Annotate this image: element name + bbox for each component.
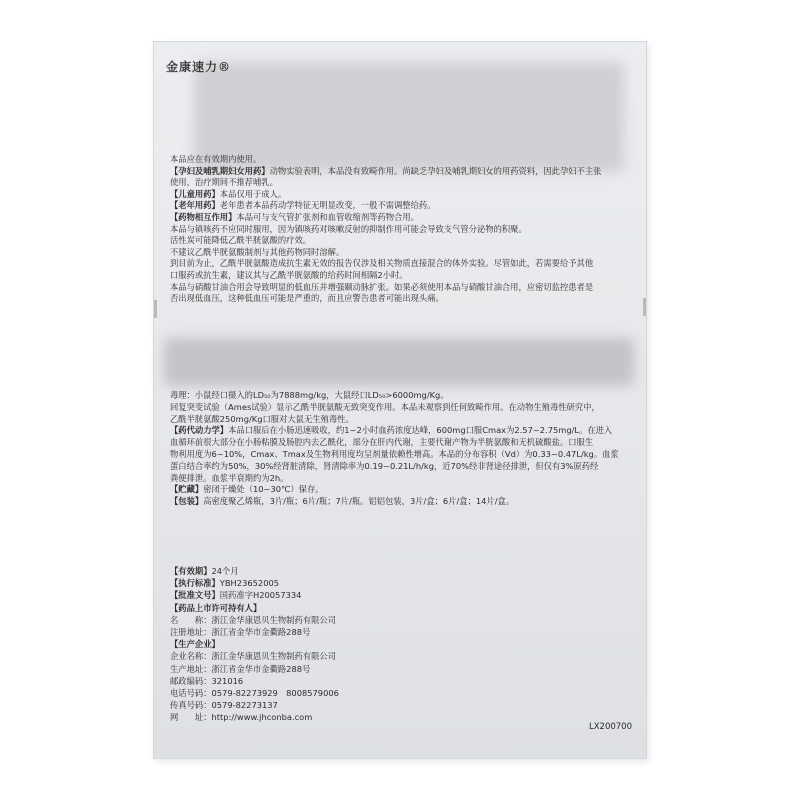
info-value: 浙江省金华市金衢路288号	[211, 627, 311, 638]
company-info-block	[170, 565, 635, 724]
line-text: 到目前为止，乙酰半胱氨酸造成抗生素无效的报告仅涉及相关物质直接混合的体外实验。尽管如此，若需要给予其他	[170, 258, 594, 269]
info-value: 国药准字H20057334	[219, 590, 302, 601]
text-line	[170, 461, 635, 473]
info-value: 浙江金华康恩贝生物制药有限公司	[211, 651, 336, 662]
info-label: 邮政编码：	[170, 675, 212, 686]
text-line	[170, 235, 635, 247]
info-value: 浙江省金华市金衢路288号	[211, 663, 311, 674]
line-text: 不建议乙酰半胱氨酸制剂与其他药物同时溶解。	[170, 246, 345, 257]
section-tag: 【贮藏】	[170, 484, 204, 495]
leaflet-sheet	[154, 42, 646, 758]
section-tag: 【药代动力学】	[170, 425, 229, 436]
section-tag: 【儿童用药】	[170, 188, 220, 199]
line-text: 本品仅用于成人。	[219, 188, 287, 199]
info-row	[170, 699, 635, 711]
text-line	[170, 390, 635, 402]
text-line	[170, 224, 635, 236]
line-text: 密闭干燥处（10~30℃）保存。	[203, 484, 324, 495]
info-value: 321016	[211, 675, 244, 686]
info-value: 0579-82273137	[211, 700, 278, 711]
info-row	[170, 577, 635, 589]
text-line	[170, 449, 635, 461]
text-line	[170, 282, 635, 294]
info-label: 【批准文号】	[170, 590, 220, 601]
info-label: 【药品上市许可持有人】	[170, 602, 262, 613]
info-label: 企业名称：	[170, 651, 212, 662]
line-text: 本品与镇咳药不应同时服用，因为镇咳药对咳嗽反射的抑制作用可能会导致支气管分泌物的积聚。	[170, 223, 527, 234]
blurred-middle-region	[164, 338, 634, 386]
binder-tab-left	[154, 300, 157, 318]
info-row	[170, 626, 635, 638]
info-label: 电话号码：	[170, 688, 212, 699]
section-tag: 【老年用药】	[170, 200, 220, 211]
text-line	[170, 212, 635, 224]
info-row	[170, 675, 635, 687]
text-line	[170, 402, 635, 414]
text-line	[170, 258, 635, 270]
section-tag: 【药物相互作用】	[170, 211, 237, 222]
info-value: 浙江金华康恩贝生物制药有限公司	[211, 614, 336, 625]
text-line	[170, 166, 635, 178]
line-text: 蛋白结合率约为50%，30%经肾脏清除，肾清除率为0.19~0.21L/h/kg，近70%经非肾途径排泄，但仅有3%原药经	[170, 460, 599, 471]
info-row	[170, 687, 635, 699]
info-row	[170, 589, 635, 601]
line-text: 使用，治疗期间不推荐哺乳。	[170, 177, 278, 188]
line-text: 否出现低血压，这种低血压可能是严重的，而且应警告患者可能出现头痛。	[170, 293, 444, 304]
line-text: 口服药或抗生素，建议其与乙酰半胱氨酸的给药时间相隔2小时。	[170, 269, 408, 280]
line-text: 本品与硝酸甘油合用会导致明显的低血压并增强颞动脉扩张。如果必须使用本品与硝酸甘油合用，应密切监控患者是	[170, 281, 594, 292]
text-line	[170, 425, 635, 437]
line-text: 乙酰半胱氨酸250mg/Kg口服对大鼠无生殖毒性。	[170, 413, 354, 424]
text-line	[170, 189, 635, 201]
text-line	[170, 270, 635, 282]
text-line	[170, 437, 635, 449]
info-label: 生产地址：	[170, 663, 212, 674]
line-text: 毒理：小鼠经口摄入的LD₅₀为7888mg/kg，大鼠经口LD₅₀>6000mg/Kg。	[170, 390, 449, 400]
info-row	[170, 711, 635, 723]
info-row	[170, 602, 635, 614]
info-label: 【执行标准】	[170, 578, 220, 589]
line-text: 老年患者本品药动学特征无明显改变，一般不需调整给药。	[219, 200, 436, 211]
line-text: 本品应在有效期内使用。	[170, 154, 262, 164]
brand-logo: 金康速力®	[166, 60, 232, 74]
line-text: 回复突变试验（Ames试验）显示乙酰半胱氨酸无致突变作用。本品未观察到任何致畸作用。在动物生殖毒性研究中，	[170, 401, 600, 412]
info-label: 网 址：	[170, 712, 212, 723]
info-value: YBH23652005	[219, 578, 280, 589]
line-text: 高密度聚乙烯瓶，3片/瓶；6片/瓶；7片/瓶。铝铝包装，3片/盒；6片/盒；14片/盒。	[203, 496, 515, 507]
text-line	[170, 496, 635, 508]
text-line	[170, 473, 635, 485]
text-line	[170, 414, 635, 426]
line-text: 物利用度为6~10%，Cmax、Tmax及生物利用度均呈剂量依赖性增高。本品的分布容积（Vd）为0.33~0.47L/kg。血浆	[170, 448, 619, 459]
text-line	[170, 154, 635, 166]
section-tag: 【包装】	[170, 496, 204, 507]
info-value: 24个月	[211, 566, 239, 576]
info-label: 注册地址：	[170, 627, 212, 638]
line-text: 动物实验表明，本品没有致畸作用。尚缺乏孕妇及哺乳期妇女的用药资料，因此孕妇不主张	[269, 165, 602, 176]
info-label: 【生产企业】	[170, 639, 220, 650]
info-row	[170, 638, 635, 650]
info-row	[170, 614, 635, 626]
info-label: 【有效期】	[170, 566, 212, 576]
line-text: 粪便排泄。血浆半衰期约为2h。	[170, 472, 289, 483]
line-text: 活性炭可能降低乙酰半胱氨酸的疗效。	[170, 235, 312, 246]
text-line	[170, 200, 635, 212]
text-line	[170, 247, 635, 259]
info-label: 传真号码：	[170, 700, 212, 711]
info-value: http://www.jhconba.com	[211, 712, 313, 723]
binder-tab-right	[643, 298, 646, 316]
text-line	[170, 484, 635, 496]
info-row	[170, 650, 635, 662]
section-tag: 【孕妇及哺乳期妇女用药】	[170, 165, 270, 176]
info-value: 0579-82273929 8008579006	[211, 688, 339, 699]
line-text: 本品可与支气管扩张剂和血管收缩剂等药物合用。	[236, 211, 419, 222]
document-code: LX200700	[588, 722, 632, 732]
upper-text-block	[170, 154, 635, 305]
lower-text-block	[170, 390, 635, 508]
info-label: 名 称：	[170, 614, 212, 625]
info-row	[170, 663, 635, 675]
text-line	[170, 293, 635, 305]
line-text: 血循环前很大部分在小肠粘膜及肠腔内去乙酰化，部分在肝内代谢，主要代谢产物为半胱氨酸和无机硫酸盐。口服生	[170, 437, 594, 448]
info-row	[170, 565, 635, 577]
line-text: 本品口服后在小肠迅速吸收，约1~2小时血药浓度达峰，600mg口服Cmax为2.57~2.75mg/L。在进入	[228, 425, 613, 436]
text-line	[170, 177, 635, 189]
